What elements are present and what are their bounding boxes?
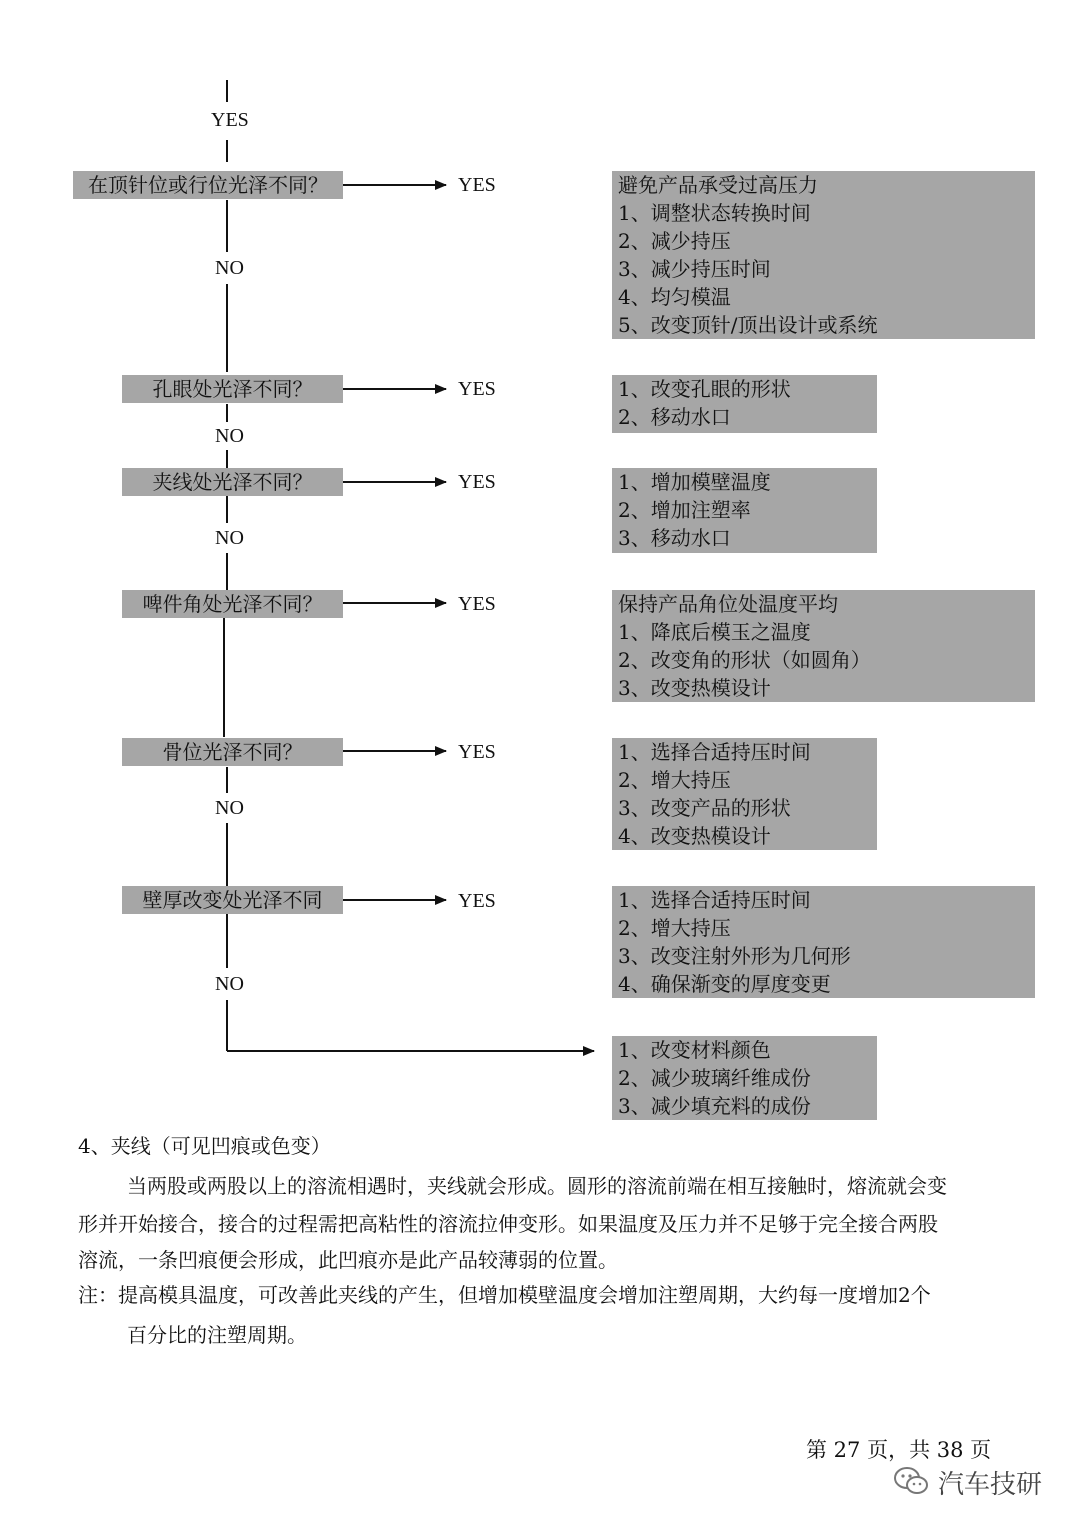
action-box-1 — [612, 171, 1035, 339]
action-item: 3、移动水口 — [618, 526, 731, 550]
paragraph-line: 形并开始接合，接合的过程需把高粘性的溶流拉伸变形。如果温度及压力并不足够于完全接合两股 — [78, 1212, 938, 1236]
question-box-6: 壁厚改变处光泽不同 — [122, 886, 343, 914]
action-item: 1、改变孔眼的形状 — [618, 377, 791, 401]
action-item: 2、移动水口 — [618, 405, 731, 429]
yes-label: YES — [458, 593, 496, 615]
action-item: 3、改变产品的形状 — [618, 796, 791, 820]
watermark-text: 汽车技研 — [938, 1470, 1043, 1500]
action-item: 3、减少填充料的成份 — [618, 1094, 811, 1118]
note-line: 百分比的注塑周期。 — [127, 1323, 307, 1347]
question-box-4: 啤件角处光泽不同？ — [122, 590, 343, 618]
yes-label: YES — [458, 741, 496, 763]
section-heading: 4、夹线（可见凹痕或色变） — [78, 1134, 331, 1158]
question-box-1: 在顶针位或行位光泽不同？ — [73, 171, 343, 199]
no-label: NO — [215, 425, 244, 447]
action-item: 2、增大持压 — [618, 916, 731, 940]
action-box-6 — [612, 886, 1035, 998]
yes-label: YES — [458, 890, 496, 912]
action-item: 3、改变注射外形为几何形 — [618, 944, 851, 968]
action-item: 保持产品角位处温度平均 — [618, 592, 838, 616]
action-item: 3、减少持压时间 — [618, 257, 771, 281]
action-item: 2、减少玻璃纤维成份 — [618, 1066, 811, 1090]
action-item: 2、改变角的形状（如圆角） — [618, 648, 871, 672]
action-item: 2、减少持压 — [618, 229, 731, 253]
action-box-3 — [612, 468, 877, 553]
question-box-5: 骨位光泽不同？ — [122, 738, 343, 766]
action-item: 1、降底后模玉之温度 — [618, 620, 811, 644]
action-item: 4、均匀模温 — [618, 285, 731, 309]
no-label: NO — [215, 973, 244, 995]
action-item: 1、调整状态转换时间 — [618, 201, 811, 225]
action-item: 1、选择合适持压时间 — [618, 888, 811, 912]
action-item: 避免产品承受过高压力 — [618, 173, 818, 197]
no-label: NO — [215, 527, 244, 549]
page-number: 第 27 页，共 38 页 — [806, 1438, 992, 1462]
question-box-3: 夹线处光泽不同？ — [122, 468, 343, 496]
wechat-icon — [893, 1466, 929, 1496]
action-item: 5、改变顶针/顶出设计或系统 — [618, 313, 878, 337]
action-box-2 — [612, 375, 877, 433]
no-label: NO — [215, 797, 244, 819]
action-item: 4、确保渐变的厚度变更 — [618, 972, 831, 996]
action-item: 2、增大持压 — [618, 768, 731, 792]
action-box-4 — [612, 590, 1035, 702]
paragraph-line: 溶流，一条凹痕便会形成，此凹痕亦是此产品较薄弱的位置。 — [78, 1248, 618, 1272]
action-item: 2、增加注塑率 — [618, 498, 751, 522]
question-box-2: 孔眼处光泽不同？ — [122, 375, 343, 403]
yes-label: YES — [458, 378, 496, 400]
note-line: 注：提高模具温度，可改善此夹线的产生，但增加模壁温度会增加注塑周期，大约每一度增加2个 — [78, 1283, 931, 1307]
action-box-final — [612, 1036, 877, 1120]
action-item: 1、增加模壁温度 — [618, 470, 771, 494]
action-item: 1、改变材料颜色 — [618, 1038, 771, 1062]
paragraph-line: 当两股或两股以上的溶流相遇时，夹线就会形成。圆形的溶流前端在相互接触时，熔流就会变 — [127, 1174, 947, 1198]
action-box-5 — [612, 738, 877, 850]
yes-label: YES — [211, 109, 249, 131]
action-item: 1、选择合适持压时间 — [618, 740, 811, 764]
action-item: 4、改变热模设计 — [618, 824, 771, 848]
no-label: NO — [215, 257, 244, 279]
yes-label: YES — [458, 174, 496, 196]
yes-label: YES — [458, 471, 496, 493]
action-item: 3、改变热模设计 — [618, 676, 771, 700]
